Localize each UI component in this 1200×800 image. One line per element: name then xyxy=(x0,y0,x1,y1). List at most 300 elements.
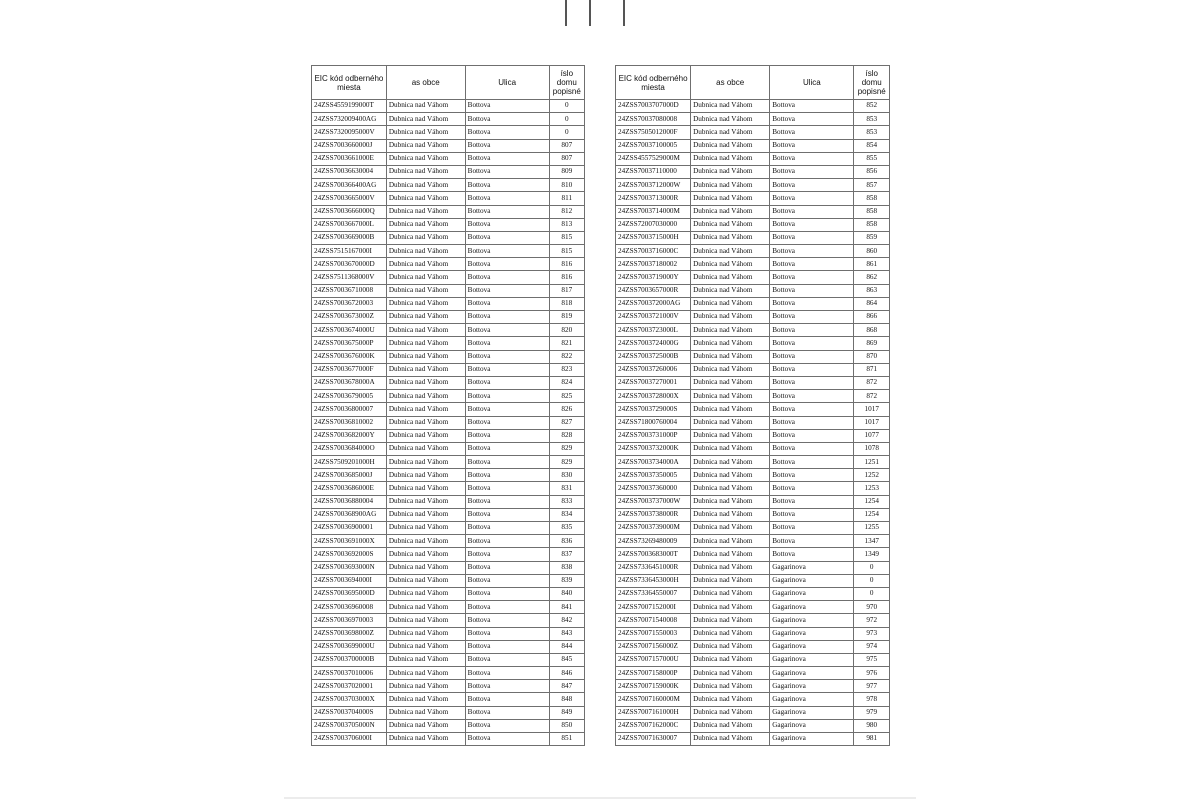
table-row xyxy=(616,614,890,627)
house-number-cell: 831 xyxy=(549,482,584,495)
street-cell: Bottova xyxy=(465,456,549,469)
eic-code-cell: 24ZSS7003732000K xyxy=(616,442,691,455)
eic-code-cell: 24ZSS7003721000V xyxy=(616,311,691,324)
table-row xyxy=(616,100,890,113)
municipality-cell: Dubnica nad Váhom xyxy=(691,258,770,271)
house-number-cell: 1017 xyxy=(854,416,890,429)
table-row xyxy=(312,258,585,271)
municipality-cell: Dubnica nad Váhom xyxy=(386,522,465,535)
municipality-cell: Dubnica nad Váhom xyxy=(691,218,770,231)
table-row xyxy=(616,522,890,535)
eic-code-cell: 24ZSS70036630004 xyxy=(312,165,387,178)
street-cell: Bottova xyxy=(465,245,549,258)
table-row xyxy=(312,284,585,297)
eic-code-cell: 24ZSS7003692000S xyxy=(312,548,387,561)
house-number-cell: 975 xyxy=(854,653,890,666)
municipality-cell: Dubnica nad Váhom xyxy=(691,601,770,614)
municipality-cell: Dubnica nad Váhom xyxy=(691,403,770,416)
street-cell: Bottova xyxy=(770,416,854,429)
eic-code-cell: 24ZSS7003729000S xyxy=(616,403,691,416)
street-cell: Bottova xyxy=(465,271,549,284)
municipality-cell: Dubnica nad Váhom xyxy=(691,192,770,205)
eic-code-cell: 24ZSS7003739000M xyxy=(616,522,691,535)
street-cell: Bottova xyxy=(770,192,854,205)
municipality-cell: Dubnica nad Váhom xyxy=(386,350,465,363)
house-number-cell: 977 xyxy=(854,680,890,693)
house-number-cell: 1077 xyxy=(854,429,890,442)
eic-code-cell: 24ZSS7509201000H xyxy=(312,456,387,469)
eic-code-cell: 24ZSS7007162000C xyxy=(616,719,691,732)
municipality-cell: Dubnica nad Váhom xyxy=(691,376,770,389)
municipality-cell: Dubnica nad Váhom xyxy=(691,390,770,403)
house-number-cell: 974 xyxy=(854,640,890,653)
eic-code-cell: 24ZSS70037080008 xyxy=(616,113,691,126)
street-cell: Bottova xyxy=(465,601,549,614)
eic-code-cell: 24ZSS70071540008 xyxy=(616,614,691,627)
house-number-cell: 837 xyxy=(549,548,584,561)
street-cell: Bottova xyxy=(465,719,549,732)
eic-code-cell: 24ZSS7003669000B xyxy=(312,231,387,244)
street-cell: Bottova xyxy=(770,495,854,508)
municipality-cell: Dubnica nad Váhom xyxy=(691,284,770,297)
street-cell: Bottova xyxy=(770,350,854,363)
eic-code-cell: 24ZSS7003665000V xyxy=(312,192,387,205)
municipality-cell: Dubnica nad Váhom xyxy=(386,469,465,482)
house-number-cell: 850 xyxy=(549,719,584,732)
table-row xyxy=(312,442,585,455)
municipality-cell: Dubnica nad Váhom xyxy=(386,205,465,218)
house-number-cell: 821 xyxy=(549,337,584,350)
eic-code-cell: 24ZSS72007030000 xyxy=(616,218,691,231)
house-number-cell: 1255 xyxy=(854,522,890,535)
table-row xyxy=(616,587,890,600)
table-row xyxy=(312,680,585,693)
eic-code-cell: 24ZSS70036790005 xyxy=(312,390,387,403)
house-number-cell: 829 xyxy=(549,456,584,469)
street-cell: Bottova xyxy=(770,205,854,218)
eic-code-cell: 24ZSS71800760004 xyxy=(616,416,691,429)
street-cell: Bottova xyxy=(465,152,549,165)
house-number-cell: 980 xyxy=(854,719,890,732)
municipality-cell: Dubnica nad Váhom xyxy=(386,245,465,258)
table-row xyxy=(312,640,585,653)
house-number-cell: 843 xyxy=(549,627,584,640)
street-cell: Bottova xyxy=(465,363,549,376)
municipality-cell: Dubnica nad Váhom xyxy=(386,482,465,495)
house-number-cell: 842 xyxy=(549,614,584,627)
header-eic: EIC kód odberného miesta xyxy=(312,66,387,100)
municipality-cell: Dubnica nad Váhom xyxy=(691,667,770,680)
house-number-cell: 811 xyxy=(549,192,584,205)
street-cell: Bottova xyxy=(770,376,854,389)
house-number-cell: 851 xyxy=(549,733,584,746)
municipality-cell: Dubnica nad Váhom xyxy=(386,680,465,693)
table-row xyxy=(616,179,890,192)
table-row xyxy=(616,429,890,442)
house-number-cell: 854 xyxy=(854,139,890,152)
eic-code-cell: 24ZSS7003738000R xyxy=(616,508,691,521)
table-row xyxy=(616,719,890,732)
house-number-cell: 828 xyxy=(549,429,584,442)
eic-code-cell: 24ZSS7007159000K xyxy=(616,680,691,693)
table-row xyxy=(616,442,890,455)
street-cell: Bottova xyxy=(770,363,854,376)
street-cell: Bottova xyxy=(465,179,549,192)
house-number-cell: 810 xyxy=(549,179,584,192)
eic-code-cell: 24ZSS7511368000V xyxy=(312,271,387,284)
eic-code-cell: 24ZSS7003703000X xyxy=(312,693,387,706)
eic-code-cell: 24ZSS7003707000D xyxy=(616,100,691,113)
table-row xyxy=(616,416,890,429)
street-cell: Bottova xyxy=(770,100,854,113)
street-cell: Gagarinova xyxy=(770,693,854,706)
municipality-cell: Dubnica nad Váhom xyxy=(386,100,465,113)
house-number-cell: 970 xyxy=(854,601,890,614)
street-cell: Bottova xyxy=(465,231,549,244)
house-number-cell: 979 xyxy=(854,706,890,719)
street-cell: Bottova xyxy=(770,139,854,152)
house-number-cell: 863 xyxy=(854,284,890,297)
municipality-cell: Dubnica nad Váhom xyxy=(691,522,770,535)
municipality-cell: Dubnica nad Váhom xyxy=(386,297,465,310)
municipality-cell: Dubnica nad Váhom xyxy=(691,535,770,548)
table-row xyxy=(616,139,890,152)
street-cell: Bottova xyxy=(770,482,854,495)
street-cell: Bottova xyxy=(465,311,549,324)
table-row xyxy=(616,653,890,666)
eic-code-cell: 24ZSS7007157000U xyxy=(616,653,691,666)
eic-code-cell: 24ZSS7007160000M xyxy=(616,693,691,706)
eic-code-cell: 24ZSS7003682000Y xyxy=(312,429,387,442)
street-cell: Bottova xyxy=(465,284,549,297)
house-number-cell: 864 xyxy=(854,297,890,310)
eic-code-cell: 24ZSS7003691000X xyxy=(312,535,387,548)
municipality-cell: Dubnica nad Váhom xyxy=(691,693,770,706)
table-row xyxy=(616,126,890,139)
table-row xyxy=(312,733,585,746)
table-row xyxy=(312,719,585,732)
house-number-cell: 816 xyxy=(549,258,584,271)
street-cell: Bottova xyxy=(465,469,549,482)
street-cell: Bottova xyxy=(770,522,854,535)
street-cell: Bottova xyxy=(465,350,549,363)
table-row xyxy=(312,587,585,600)
table-row xyxy=(312,139,585,152)
eic-code-cell: 24ZSS70037110000 xyxy=(616,165,691,178)
municipality-cell: Dubnica nad Váhom xyxy=(691,152,770,165)
house-number-cell: 820 xyxy=(549,324,584,337)
eic-code-cell: 24ZSS7003719000Y xyxy=(616,271,691,284)
street-cell: Bottova xyxy=(465,100,549,113)
house-number-cell: 826 xyxy=(549,403,584,416)
table-row xyxy=(312,245,585,258)
eic-code-cell: 24ZSS7003704000S xyxy=(312,706,387,719)
municipality-cell: Dubnica nad Váhom xyxy=(386,416,465,429)
header-obec: as obce xyxy=(691,66,770,100)
municipality-cell: Dubnica nad Váhom xyxy=(386,152,465,165)
house-number-cell: 860 xyxy=(854,245,890,258)
municipality-cell: Dubnica nad Váhom xyxy=(386,403,465,416)
table-row xyxy=(616,337,890,350)
eic-code-cell: 24ZSS70037360000 xyxy=(616,482,691,495)
municipality-cell: Dubnica nad Váhom xyxy=(691,311,770,324)
street-cell: Bottova xyxy=(770,311,854,324)
municipality-cell: Dubnica nad Váhom xyxy=(386,706,465,719)
house-number-cell: 813 xyxy=(549,218,584,231)
municipality-cell: Dubnica nad Váhom xyxy=(386,429,465,442)
house-number-cell: 807 xyxy=(549,139,584,152)
street-cell: Bottova xyxy=(465,390,549,403)
street-cell: Gagarinova xyxy=(770,719,854,732)
eic-code-cell: 24ZSS7007156000Z xyxy=(616,640,691,653)
crop-mark xyxy=(565,0,567,26)
street-cell: Gagarinova xyxy=(770,561,854,574)
house-number-cell: 839 xyxy=(549,574,584,587)
house-number-cell: 853 xyxy=(854,113,890,126)
table-row xyxy=(312,416,585,429)
municipality-cell: Dubnica nad Váhom xyxy=(691,733,770,746)
table-row xyxy=(616,231,890,244)
table-row xyxy=(616,456,890,469)
street-cell: Bottova xyxy=(770,297,854,310)
street-cell: Bottova xyxy=(465,640,549,653)
table-body xyxy=(312,100,585,746)
table-row xyxy=(616,218,890,231)
table-row xyxy=(312,297,585,310)
eic-code-cell: 24ZSS7003716000C xyxy=(616,245,691,258)
house-number-cell: 827 xyxy=(549,416,584,429)
municipality-cell: Dubnica nad Váhom xyxy=(691,179,770,192)
municipality-cell: Dubnica nad Váhom xyxy=(691,680,770,693)
municipality-cell: Dubnica nad Váhom xyxy=(691,627,770,640)
street-cell: Bottova xyxy=(770,429,854,442)
municipality-cell: Dubnica nad Váhom xyxy=(691,271,770,284)
street-cell: Bottova xyxy=(770,113,854,126)
header-ulica: Ulica xyxy=(465,66,549,100)
table-row xyxy=(312,508,585,521)
table-row xyxy=(312,574,585,587)
table-row xyxy=(616,271,890,284)
municipality-cell: Dubnica nad Váhom xyxy=(386,548,465,561)
eic-code-cell: 24ZSS700366400AG xyxy=(312,179,387,192)
municipality-cell: Dubnica nad Váhom xyxy=(691,416,770,429)
house-number-cell: 815 xyxy=(549,231,584,244)
table-row xyxy=(312,706,585,719)
house-number-cell: 861 xyxy=(854,258,890,271)
house-number-cell: 858 xyxy=(854,205,890,218)
table-row xyxy=(312,561,585,574)
table-row xyxy=(616,205,890,218)
street-cell: Bottova xyxy=(465,442,549,455)
table-row xyxy=(312,126,585,139)
municipality-cell: Dubnica nad Váhom xyxy=(691,297,770,310)
house-number-cell: 858 xyxy=(854,192,890,205)
address-table-left xyxy=(311,65,585,746)
street-cell: Bottova xyxy=(770,231,854,244)
eic-code-cell: 24ZSS7003660000J xyxy=(312,139,387,152)
municipality-cell: Dubnica nad Váhom xyxy=(386,311,465,324)
street-cell: Bottova xyxy=(465,667,549,680)
house-number-cell: 847 xyxy=(549,680,584,693)
table-row xyxy=(616,311,890,324)
municipality-cell: Dubnica nad Váhom xyxy=(691,561,770,574)
municipality-cell: Dubnica nad Váhom xyxy=(386,719,465,732)
table-row xyxy=(312,152,585,165)
header-eic: EIC kód odberného miesta xyxy=(616,66,691,100)
table-row xyxy=(312,350,585,363)
street-cell: Gagarinova xyxy=(770,587,854,600)
table-row xyxy=(616,113,890,126)
street-cell: Bottova xyxy=(770,218,854,231)
street-cell: Bottova xyxy=(465,165,549,178)
eic-code-cell: 24ZSS7003713000R xyxy=(616,192,691,205)
municipality-cell: Dubnica nad Váhom xyxy=(691,640,770,653)
house-number-cell: 853 xyxy=(854,126,890,139)
eic-code-cell: 24ZSS7003675000P xyxy=(312,337,387,350)
street-cell: Bottova xyxy=(465,561,549,574)
house-number-cell: 815 xyxy=(549,245,584,258)
table-row xyxy=(312,667,585,680)
street-cell: Bottova xyxy=(770,469,854,482)
table-row xyxy=(616,508,890,521)
street-cell: Bottova xyxy=(465,627,549,640)
eic-code-cell: 24ZSS7003700000B xyxy=(312,653,387,666)
municipality-cell: Dubnica nad Váhom xyxy=(386,376,465,389)
municipality-cell: Dubnica nad Váhom xyxy=(386,653,465,666)
street-cell: Bottova xyxy=(465,337,549,350)
house-number-cell: 817 xyxy=(549,284,584,297)
municipality-cell: Dubnica nad Váhom xyxy=(691,113,770,126)
eic-code-cell: 24ZSS7003698000Z xyxy=(312,627,387,640)
table-row xyxy=(616,363,890,376)
municipality-cell: Dubnica nad Váhom xyxy=(386,258,465,271)
eic-code-cell: 24ZSS73269480009 xyxy=(616,535,691,548)
municipality-cell: Dubnica nad Váhom xyxy=(386,456,465,469)
municipality-cell: Dubnica nad Váhom xyxy=(691,442,770,455)
eic-code-cell: 24ZSS70037180002 xyxy=(616,258,691,271)
house-number-cell: 1347 xyxy=(854,535,890,548)
table-row xyxy=(616,548,890,561)
street-cell: Bottova xyxy=(465,429,549,442)
house-number-cell: 840 xyxy=(549,587,584,600)
eic-code-cell: 24ZSS7003694000I xyxy=(312,574,387,587)
eic-code-cell: 24ZSS732009400AG xyxy=(312,113,387,126)
street-cell: Bottova xyxy=(770,284,854,297)
street-cell: Gagarinova xyxy=(770,680,854,693)
eic-code-cell: 24ZSS7003686000E xyxy=(312,482,387,495)
table-header-row xyxy=(312,66,585,100)
eic-code-cell: 24ZSS4559199000T xyxy=(312,100,387,113)
eic-code-cell: 24ZSS70037100005 xyxy=(616,139,691,152)
eic-code-cell: 24ZSS7505012000F xyxy=(616,126,691,139)
eic-code-cell: 24ZSS70037270001 xyxy=(616,376,691,389)
street-cell: Bottova xyxy=(465,614,549,627)
eic-code-cell: 24ZSS70036960008 xyxy=(312,601,387,614)
eic-code-cell: 24ZSS73364550007 xyxy=(616,587,691,600)
municipality-cell: Dubnica nad Váhom xyxy=(386,126,465,139)
eic-code-cell: 24ZSS7003693000N xyxy=(312,561,387,574)
street-cell: Bottova xyxy=(465,522,549,535)
street-cell: Bottova xyxy=(465,482,549,495)
eic-code-cell: 24ZSS7003712000W xyxy=(616,179,691,192)
street-cell: Gagarinova xyxy=(770,653,854,666)
table-row xyxy=(616,627,890,640)
crop-mark xyxy=(623,0,625,26)
street-cell: Bottova xyxy=(465,113,549,126)
street-cell: Gagarinova xyxy=(770,601,854,614)
house-number-cell: 972 xyxy=(854,614,890,627)
eic-code-cell: 24ZSS70036900001 xyxy=(312,522,387,535)
table-row xyxy=(616,495,890,508)
eic-code-cell: 24ZSS7003715000H xyxy=(616,231,691,244)
street-cell: Bottova xyxy=(465,297,549,310)
eic-code-cell: 24ZSS7003699000U xyxy=(312,640,387,653)
street-cell: Bottova xyxy=(465,139,549,152)
table-row xyxy=(312,495,585,508)
municipality-cell: Dubnica nad Váhom xyxy=(691,469,770,482)
eic-code-cell: 24ZSS7007152000I xyxy=(616,601,691,614)
street-cell: Bottova xyxy=(465,324,549,337)
table-row xyxy=(616,376,890,389)
table-row xyxy=(312,653,585,666)
house-number-cell: 859 xyxy=(854,231,890,244)
house-number-cell: 1349 xyxy=(854,548,890,561)
municipality-cell: Dubnica nad Váhom xyxy=(386,218,465,231)
eic-code-cell: 24ZSS7320095000V xyxy=(312,126,387,139)
municipality-cell: Dubnica nad Váhom xyxy=(386,179,465,192)
street-cell: Bottova xyxy=(770,390,854,403)
house-number-cell: 835 xyxy=(549,522,584,535)
table-row xyxy=(616,284,890,297)
house-number-cell: 0 xyxy=(549,100,584,113)
header-obec: as obce xyxy=(386,66,465,100)
eic-code-cell: 24ZSS7003677000F xyxy=(312,363,387,376)
eic-code-cell: 24ZSS7003661000E xyxy=(312,152,387,165)
municipality-cell: Dubnica nad Váhom xyxy=(386,574,465,587)
table-row xyxy=(616,390,890,403)
street-cell: Bottova xyxy=(465,192,549,205)
table-row xyxy=(312,231,585,244)
eic-code-cell: 24ZSS7003684000O xyxy=(312,442,387,455)
house-number-cell: 0 xyxy=(549,113,584,126)
table-row xyxy=(616,192,890,205)
page-bottom-divider xyxy=(284,797,916,799)
street-cell: Bottova xyxy=(465,535,549,548)
eic-code-cell: 24ZSS70071630007 xyxy=(616,733,691,746)
eic-code-cell: 24ZSS70036880004 xyxy=(312,495,387,508)
house-number-cell: 852 xyxy=(854,100,890,113)
table-row xyxy=(616,733,890,746)
house-number-cell: 973 xyxy=(854,627,890,640)
house-number-cell: 976 xyxy=(854,667,890,680)
street-cell: Bottova xyxy=(770,258,854,271)
table-row xyxy=(312,390,585,403)
eic-code-cell: 24ZSS7003725000B xyxy=(616,350,691,363)
table-row xyxy=(312,429,585,442)
municipality-cell: Dubnica nad Váhom xyxy=(691,706,770,719)
eic-code-cell: 24ZSS7003673000Z xyxy=(312,311,387,324)
house-number-cell: 0 xyxy=(854,574,890,587)
eic-code-cell: 24ZSS70037020001 xyxy=(312,680,387,693)
house-number-cell: 872 xyxy=(854,390,890,403)
header-ulica: Ulica xyxy=(770,66,854,100)
table-row xyxy=(616,640,890,653)
street-cell: Gagarinova xyxy=(770,733,854,746)
eic-code-cell: 24ZSS70036810002 xyxy=(312,416,387,429)
municipality-cell: Dubnica nad Váhom xyxy=(386,733,465,746)
municipality-cell: Dubnica nad Váhom xyxy=(691,495,770,508)
house-number-cell: 856 xyxy=(854,165,890,178)
